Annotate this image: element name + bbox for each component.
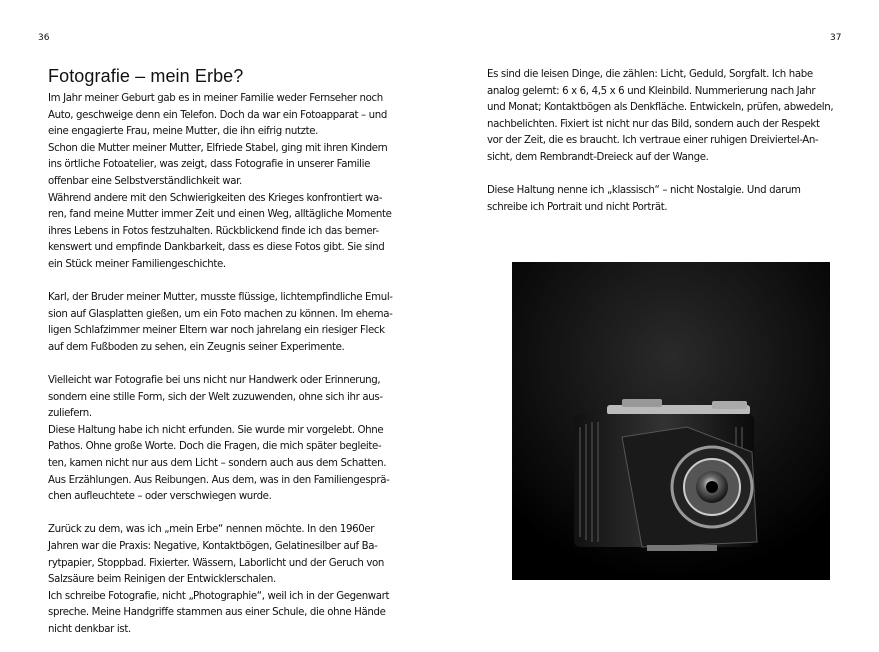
text-line: eine engagierte Frau, meine Mutter, die ihn eifrig nutzte. — [48, 126, 319, 138]
camera-photo — [512, 262, 830, 580]
text-line: offenbar eine Selbstverständlichkeit war. — [48, 175, 242, 187]
paragraph-gap — [48, 274, 393, 291]
text-line: sicht, dem Rembrandt-Dreieck auf der Wange. — [487, 151, 709, 163]
text-line: Salzsäure beim Reinigen der Entwicklerschalen. — [48, 574, 276, 586]
text-line: Aus Erzählungen. Aus Reibungen. Aus dem, was in den Familiengesprä- — [48, 474, 390, 486]
text-line: nachbelichten. Fixiert ist nicht nur das Bild, sondern auch der Respekt — [487, 118, 820, 130]
folding-camera-image — [512, 262, 830, 580]
right-column-text — [487, 67, 833, 216]
text-line: und Monat; Kontaktbögen als Denkfläche. Entwickeln, prüfen, abwedeln, — [487, 102, 834, 114]
text-line: sion auf Glasplatten gießen, um ein Foto machen zu können. Im ehema- — [48, 308, 393, 320]
paragraph-gap — [48, 506, 393, 523]
text-line: Während andere mit den Schwierigkeiten des Krieges konfrontiert wa- — [48, 192, 383, 204]
text-line: kenswert und empfinde Dankbarkeit, dass es diese Fotos gibt. Sie sind — [48, 242, 385, 254]
text-line: chen aufleuchtete – oder verschwiegen wurde. — [48, 491, 272, 503]
text-line: ins örtliche Fotoatelier, was zeigt, dass Fotografie in unserer Familie — [48, 159, 371, 171]
text-line: ein Stück meiner Familiengeschichte. — [48, 258, 226, 270]
text-line: analog gelernt: 6 x 6, 4,5 x 6 und Kleinbild. Nummerierung nach Jahr — [487, 85, 816, 97]
text-line: spreche. Meine Handgriffe stammen aus einer Schule, die ohne Hände — [48, 607, 386, 619]
text-line: nicht denkbar ist. — [48, 624, 131, 635]
text-line: Diese Haltung habe ich nicht erfunden. Sie wurde mir vorgelebt. Ohne — [48, 424, 384, 436]
text-line: Vielleicht war Fotografie bei uns nicht nur Handwerk oder Erinnerung, — [48, 375, 381, 387]
text-line: ihres Lebens in Fotos festzuhalten. Rückblickend finde ich das bemer- — [48, 225, 379, 237]
text-line: Pathos. Ohne große Worte. Doch die Fragen, die mich später begleite- — [48, 441, 382, 453]
text-line: Diese Haltung nenne ich „klassisch“ – nicht Nostalgie. Und darum — [487, 185, 801, 197]
text-line: ten, kamen nicht nur aus dem Licht – sondern auch aus dem Schatten. — [48, 458, 387, 470]
text-line: Jahren war die Praxis: Negative, Kontaktbögen, Gelatinesilber auf Ba- — [48, 541, 378, 553]
left-column-text — [48, 91, 393, 639]
text-line: auf dem Fußboden zu sehen, ein Zeugnis seiner Experimente. — [48, 341, 345, 353]
text-line: Im Jahr meiner Geburt gab es in meiner Familie weder Fernseher noch — [48, 93, 383, 104]
text-line: rytpapier, Stoppbad. Fixierter. Wässern, Laborlicht und der Geruch von — [48, 557, 385, 569]
text-line: ligen Schlafzimmer meiner Eltern war noch jahrelang ein riesiger Fleck — [48, 325, 385, 337]
text-line: Karl, der Bruder meiner Mutter, musste flüssige, lichtempfindliche Emul- — [48, 292, 393, 304]
text-line: Ich schreibe Fotografie, nicht „Photographie“, weil ich in der Gegenwart — [48, 590, 390, 602]
text-line: schreibe ich Portrait und nicht Porträt. — [487, 201, 668, 213]
text-line: vor der Zeit, die es braucht. Ich vertraue einer ruhigen Dreiviertel-An- — [487, 135, 819, 147]
text-line: Schon die Mutter meiner Mutter, Elfriede Stabel, ging mit ihren Kindern — [48, 142, 388, 154]
chapter-title: Fotografie – mein Erbe? — [48, 66, 244, 86]
text-line: Zurück zu dem, was ich „mein Erbe“ nennen möchte. In den 1960er — [48, 524, 375, 536]
paragraph-gap — [487, 167, 833, 184]
text-line: Auto, geschweige denn ein Telefon. Doch da war ein Fotoapparat – und — [48, 109, 387, 121]
page-number-right: 37 — [830, 33, 842, 43]
paragraph-gap — [48, 357, 393, 374]
text-line: Es sind die leisen Dinge, die zählen: Licht, Geduld, Sorgfalt. Ich habe — [487, 69, 813, 80]
page-number-left: 36 — [38, 33, 50, 43]
text-line: ren, fand meine Mutter immer Zeit und einen Weg, alltägliche Momente — [48, 209, 392, 221]
text-line: zuliefern. — [48, 408, 92, 420]
text-line: sondern eine stille Form, sich der Welt zuzuwenden, ohne sich ihr aus- — [48, 391, 383, 403]
